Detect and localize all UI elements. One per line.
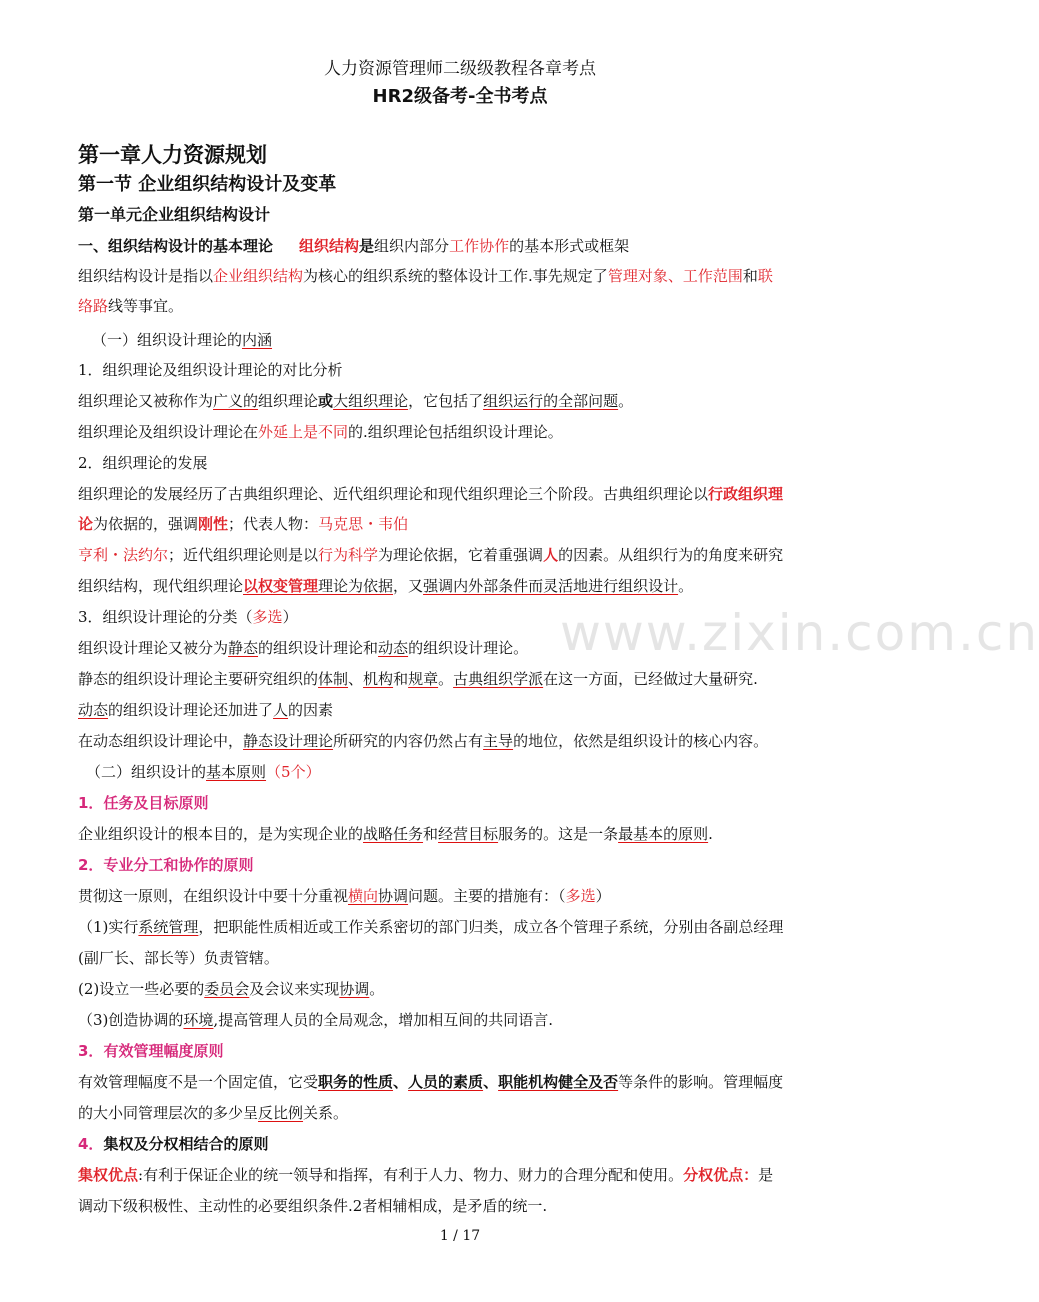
- text: 的.组织理论包括组织设计理论。: [348, 423, 563, 441]
- text: 3．组织设计理论的分类（: [78, 608, 253, 626]
- text: （1)实行: [78, 918, 139, 936]
- text: 、: [348, 670, 364, 688]
- text: 组织设计理论又被分为: [78, 639, 229, 657]
- underlined-term: 强调内外部条件而灵活地进行组织设计: [423, 577, 679, 595]
- text: ；近代组织理论则是以: [168, 546, 319, 564]
- keyword: 工作范围: [682, 267, 743, 285]
- underlined-term: 最基本的原则: [618, 825, 709, 843]
- keyword: 集权优点: [78, 1166, 139, 1184]
- underlined-term: 基本原则: [206, 763, 267, 781]
- keyword: 多选: [252, 608, 283, 626]
- text: ，它包括了: [408, 392, 484, 410]
- text: 、: [483, 1073, 499, 1091]
- text: 、: [667, 267, 683, 285]
- text: （3)创造协调的: [78, 1011, 184, 1029]
- underlined-term: 经营目标: [438, 825, 499, 843]
- underlined-term: 体制: [318, 670, 349, 688]
- keyword: 论: [78, 515, 94, 533]
- text: 的组织设计理论。: [408, 639, 529, 657]
- text: 组织内部分: [374, 237, 450, 255]
- text: 为核心的组织系统的整体设计工作.事先规定了: [303, 267, 608, 285]
- paragraph: [86, 762, 842, 782]
- underlined-term: 战略任务: [363, 825, 424, 843]
- keyword: 亨利・法约尔: [78, 546, 169, 564]
- text: ，又: [393, 577, 424, 595]
- text: .: [708, 825, 713, 843]
- underlined-term: 主导: [483, 732, 514, 750]
- chapter-heading: 第一章人力资源规划: [78, 143, 267, 167]
- paragraph: [78, 886, 842, 906]
- paragraph: [78, 576, 842, 596]
- text: 组织理论及组织设计理论在: [78, 423, 259, 441]
- paragraph: [78, 979, 842, 999]
- underlined-term: 反比例: [258, 1104, 304, 1122]
- underlined-term: 动态: [378, 639, 409, 657]
- paragraph: [78, 514, 842, 534]
- text: 组织结构，现代组织理论: [78, 577, 244, 595]
- paragraph: [92, 330, 842, 350]
- underlined-term: 动态: [78, 701, 109, 719]
- keyword: 外延上是不同: [258, 423, 349, 441]
- keyword: 联: [757, 267, 773, 285]
- keyword: 马克思・韦伯: [318, 515, 409, 533]
- paragraph: [78, 266, 842, 286]
- paragraph: [78, 700, 842, 720]
- underlined-term: 职务的性质: [318, 1073, 394, 1091]
- text: 的组织设计理论和: [258, 639, 379, 657]
- page-number: 1 / 17: [439, 1228, 481, 1244]
- text: 在这一方面，已经做过大量研究.: [543, 670, 758, 688]
- text: 静态的组织设计理论主要研究组织的: [78, 670, 319, 688]
- text: 、: [393, 1073, 409, 1091]
- paragraph: [78, 1010, 842, 1030]
- text: 3．: [78, 1042, 104, 1060]
- paragraph: 2．组织理论的发展: [78, 454, 208, 472]
- paragraph: 1．组织理论及组织设计理论的对比分析: [78, 361, 343, 379]
- text: 是: [359, 237, 375, 255]
- principle-heading: [78, 1041, 842, 1061]
- text: 是: [758, 1166, 774, 1184]
- paragraph: [78, 824, 842, 844]
- text: 所研究的内容仍然占有: [333, 732, 484, 750]
- text: 的地位，依然是组织设计的核心内容。: [513, 732, 769, 750]
- text: 。: [678, 577, 694, 595]
- underlined-term: 机构: [363, 670, 394, 688]
- text: 问题。主要的措施有：（: [408, 887, 566, 905]
- text: 及会议来实现: [249, 980, 340, 998]
- principle-heading: [78, 1134, 842, 1154]
- text: 和: [423, 825, 439, 843]
- paragraph: [78, 484, 842, 504]
- text: 或: [318, 392, 334, 410]
- text: （一）组织设计理论的: [92, 331, 243, 349]
- underlined-term: 系统管理: [138, 918, 199, 936]
- underlined-term: 广义的: [213, 392, 259, 410]
- text: 的组织设计理论还加进了: [108, 701, 274, 719]
- paragraph: [78, 731, 842, 751]
- unit-heading: 第一单元企业组织结构设计: [78, 205, 271, 224]
- text: 的因素: [288, 701, 334, 719]
- text: 有效管理幅度原则: [103, 1042, 224, 1060]
- underlined-term: 内涵: [242, 331, 273, 349]
- paragraph: [78, 1165, 842, 1185]
- text: 为理论依据，它着重强调: [378, 546, 544, 564]
- text: 线等事宜。: [108, 297, 184, 315]
- underlined-term: 协调: [339, 980, 370, 998]
- keyword: 分权优点：: [683, 1166, 759, 1184]
- text: :有利于保证企业的统一领导和指挥，有利于人力、物力、财力的合理分配和使用。: [138, 1166, 684, 1184]
- keyword: 刚性: [198, 515, 229, 533]
- paragraph: (副厂长、部长等）负责管辖。: [78, 949, 279, 967]
- text: 4．: [78, 1135, 104, 1153]
- keyword: 以权变管理: [243, 577, 319, 595]
- keyword: 行为科学: [318, 546, 379, 564]
- keyword: 络路: [78, 297, 109, 315]
- paragraph: [78, 1103, 842, 1123]
- subheading: 一、组织结构设计的基本理论: [78, 237, 274, 255]
- paragraph: [78, 545, 842, 565]
- text: 组织结构设计是指以: [78, 267, 214, 285]
- text: 和: [742, 267, 758, 285]
- underlined-term: 古典组织学派: [453, 670, 544, 688]
- keyword: 人: [543, 546, 559, 564]
- text: (2)设立一些必要的: [78, 980, 205, 998]
- paragraph: [78, 638, 842, 658]
- text: 企业组织设计的根本目的，是为实现企业的: [78, 825, 364, 843]
- underlined-term: 理论为依据: [318, 577, 394, 595]
- paragraph: [78, 917, 842, 937]
- text: 组织理论又被称作为: [78, 392, 214, 410]
- underlined-term: 规章: [408, 670, 439, 688]
- underlined-term: 组织运行的全部问题: [483, 392, 619, 410]
- underlined-term: 静态: [228, 639, 259, 657]
- underlined-term: 协调: [378, 887, 409, 905]
- text: ）: [595, 887, 611, 905]
- underlined-term: 大组织理论: [333, 392, 409, 410]
- keyword: 行政组织理: [708, 485, 784, 503]
- underlined-term: 人员的素质: [408, 1073, 484, 1091]
- text: ）: [282, 608, 298, 626]
- doc-subtitle: HR2级备考-全书考点: [372, 86, 548, 107]
- text: ，把职能性质相近或工作关系密切的部门归类，成立各个管理子系统，分别由各副总经理: [198, 918, 784, 936]
- text: 在动态组织设计理论中，: [78, 732, 244, 750]
- paragraph: [78, 296, 842, 316]
- paragraph: 调动下级积极性、主动性的必要组织条件.2者相辅相成，是矛盾的统一.: [78, 1197, 548, 1215]
- keyword: 工作协作: [449, 237, 510, 255]
- text: 为依据的，强调: [93, 515, 199, 533]
- principle-heading: 2．专业分工和协作的原则: [78, 856, 254, 874]
- underlined-term: 人: [273, 701, 289, 719]
- keyword: （5个）: [266, 763, 321, 781]
- underlined-term: 静态设计理论: [243, 732, 334, 750]
- text: 组织理论的发展经历了古典组织理论、近代组织理论和现代组织理论三个阶段。古典组织理论以: [78, 485, 709, 503]
- keyword: 企业组织结构: [213, 267, 304, 285]
- underlined-term: 委员会: [204, 980, 250, 998]
- text: 。: [438, 670, 454, 688]
- text: 服务的。这是一条: [498, 825, 619, 843]
- text: 有效管理幅度不是一个固定值，它受: [78, 1073, 319, 1091]
- text: ；代表人物：: [228, 515, 319, 533]
- text: （二）组织设计的: [86, 763, 207, 781]
- text: 的基本形式或框架: [509, 237, 630, 255]
- underlined-term: 环境: [183, 1011, 214, 1029]
- text: 。: [369, 980, 385, 998]
- paragraph: [78, 422, 842, 442]
- keyword: 多选: [565, 887, 596, 905]
- text: 组织理论: [258, 392, 319, 410]
- paragraph: [78, 391, 842, 411]
- paragraph: [78, 669, 842, 689]
- text: 集权及分权相结合的原则: [103, 1135, 269, 1153]
- doc-title: 人力资源管理师二级级教程各章考点: [324, 59, 596, 79]
- section-heading: 第一节 企业组织结构设计及变革: [78, 174, 337, 195]
- text: 和: [393, 670, 409, 688]
- keyword: 组织结构: [299, 237, 360, 255]
- keyword: 管理对象: [607, 267, 668, 285]
- text: 的因素。从组织行为的角度来研究: [558, 546, 784, 564]
- text: 。: [618, 392, 634, 410]
- text: 等条件的影响。管理幅度: [618, 1073, 784, 1091]
- text: 的大小同管理层次的多少呈: [78, 1104, 259, 1122]
- keyword: 横向: [348, 887, 379, 905]
- watermark: www.zixin.com.cn: [560, 604, 1039, 662]
- text: ,提高管理人员的全局观念，增加相互间的共同语言.: [213, 1011, 553, 1029]
- principle-heading: 1．任务及目标原则: [78, 794, 209, 812]
- text: 关系。: [303, 1104, 349, 1122]
- paragraph: [78, 1072, 842, 1092]
- underlined-term: 职能机构健全及否: [498, 1073, 619, 1091]
- text: 贯彻这一原则，在组织设计中要十分重视: [78, 887, 349, 905]
- paragraph: [78, 236, 842, 256]
